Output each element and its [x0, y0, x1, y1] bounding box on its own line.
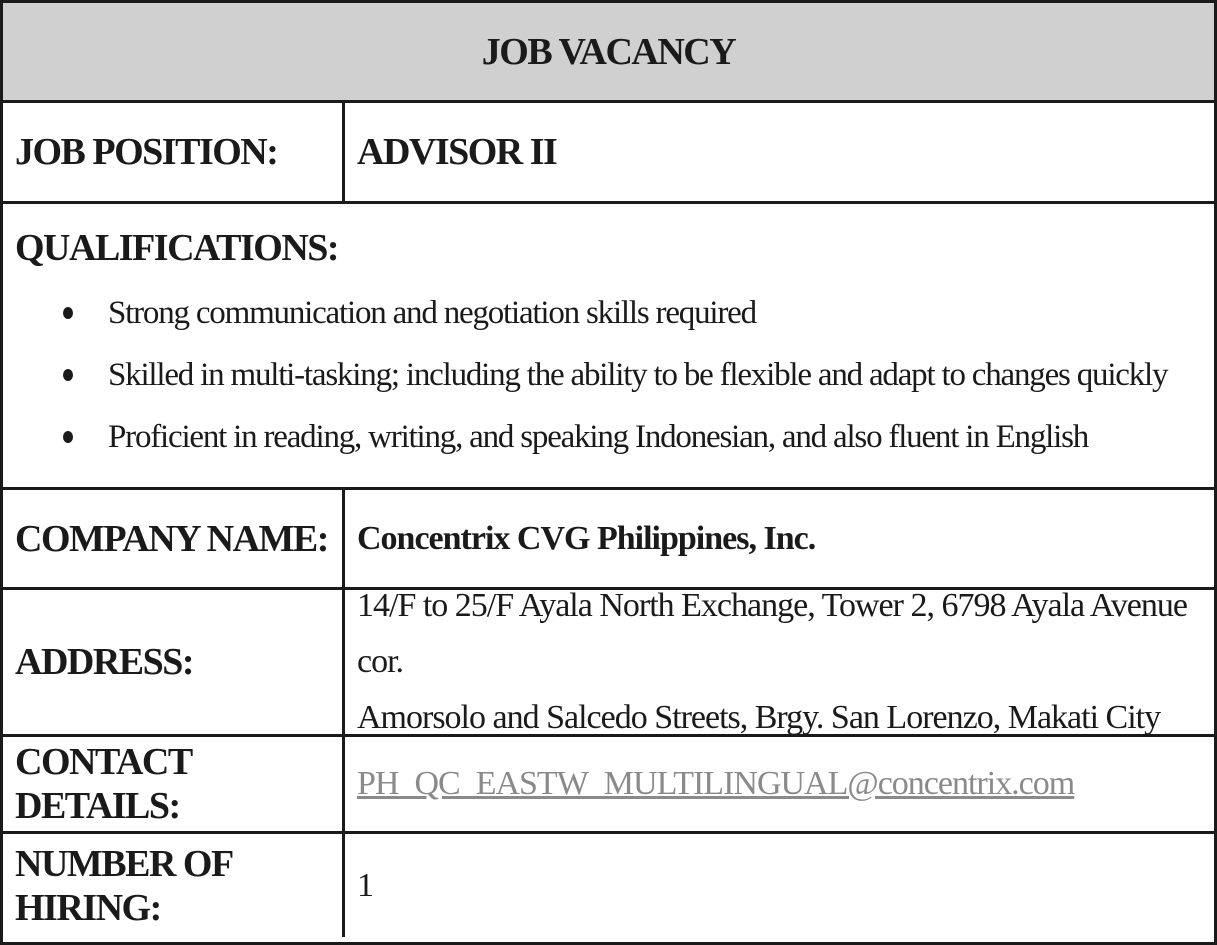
job-position-label: JOB POSITION: — [3, 103, 345, 204]
number-of-hiring-value-cell — [345, 834, 1214, 937]
company-name-label: COMPANY NAME: — [3, 490, 345, 590]
list-item — [15, 282, 1167, 344]
job-position-value-cell — [345, 103, 1214, 204]
company-name-value-cell — [345, 490, 1214, 590]
list-item — [15, 406, 1167, 468]
qualifications-list — [15, 282, 1167, 468]
job-position-value: ADVISOR II — [357, 131, 557, 173]
qualifications-section — [3, 204, 1214, 490]
table-header — [3, 3, 1214, 103]
number-of-hiring-value: 1 — [357, 866, 373, 904]
company-name-value: Concentrix CVG Philippines, Inc. — [357, 519, 816, 557]
address-line-2: Amorsolo and Salcedo Streets, Brgy. San Lorenzo, Makati City — [357, 699, 1161, 736]
bullet-icon — [63, 431, 73, 443]
page-title: JOB VACANCY — [481, 30, 736, 73]
contact-email-link[interactable]: PH_QC_EASTW_MULTILINGUAL@concentrix.com — [357, 765, 1075, 802]
qualification-text: Strong communication and negotiation skills required — [108, 294, 756, 331]
address-value-cell — [345, 590, 1214, 737]
qualification-text: Skilled in multi-tasking; including the ability to be flexible and adapt to changes quickly — [108, 356, 1168, 393]
qualifications-label: QUALIFICATIONS: — [15, 227, 339, 269]
bullet-icon — [63, 369, 73, 381]
list-item — [15, 344, 1167, 406]
qualification-text: Proficient in reading, writing, and speaking Indonesian, and also fluent in English — [108, 418, 1089, 455]
address-value — [357, 590, 1202, 737]
address-label: ADDRESS: — [3, 590, 345, 737]
number-of-hiring-label: NUMBER OF HIRING: — [3, 834, 345, 937]
bullet-icon — [63, 307, 73, 319]
contact-details-label: CONTACT DETAILS: — [3, 737, 345, 834]
contact-details-value-cell — [345, 737, 1214, 834]
address-line-1: 14/F to 25/F Ayala North Exchange, Tower 2, 6798 Ayala Avenue cor. — [357, 590, 1187, 680]
